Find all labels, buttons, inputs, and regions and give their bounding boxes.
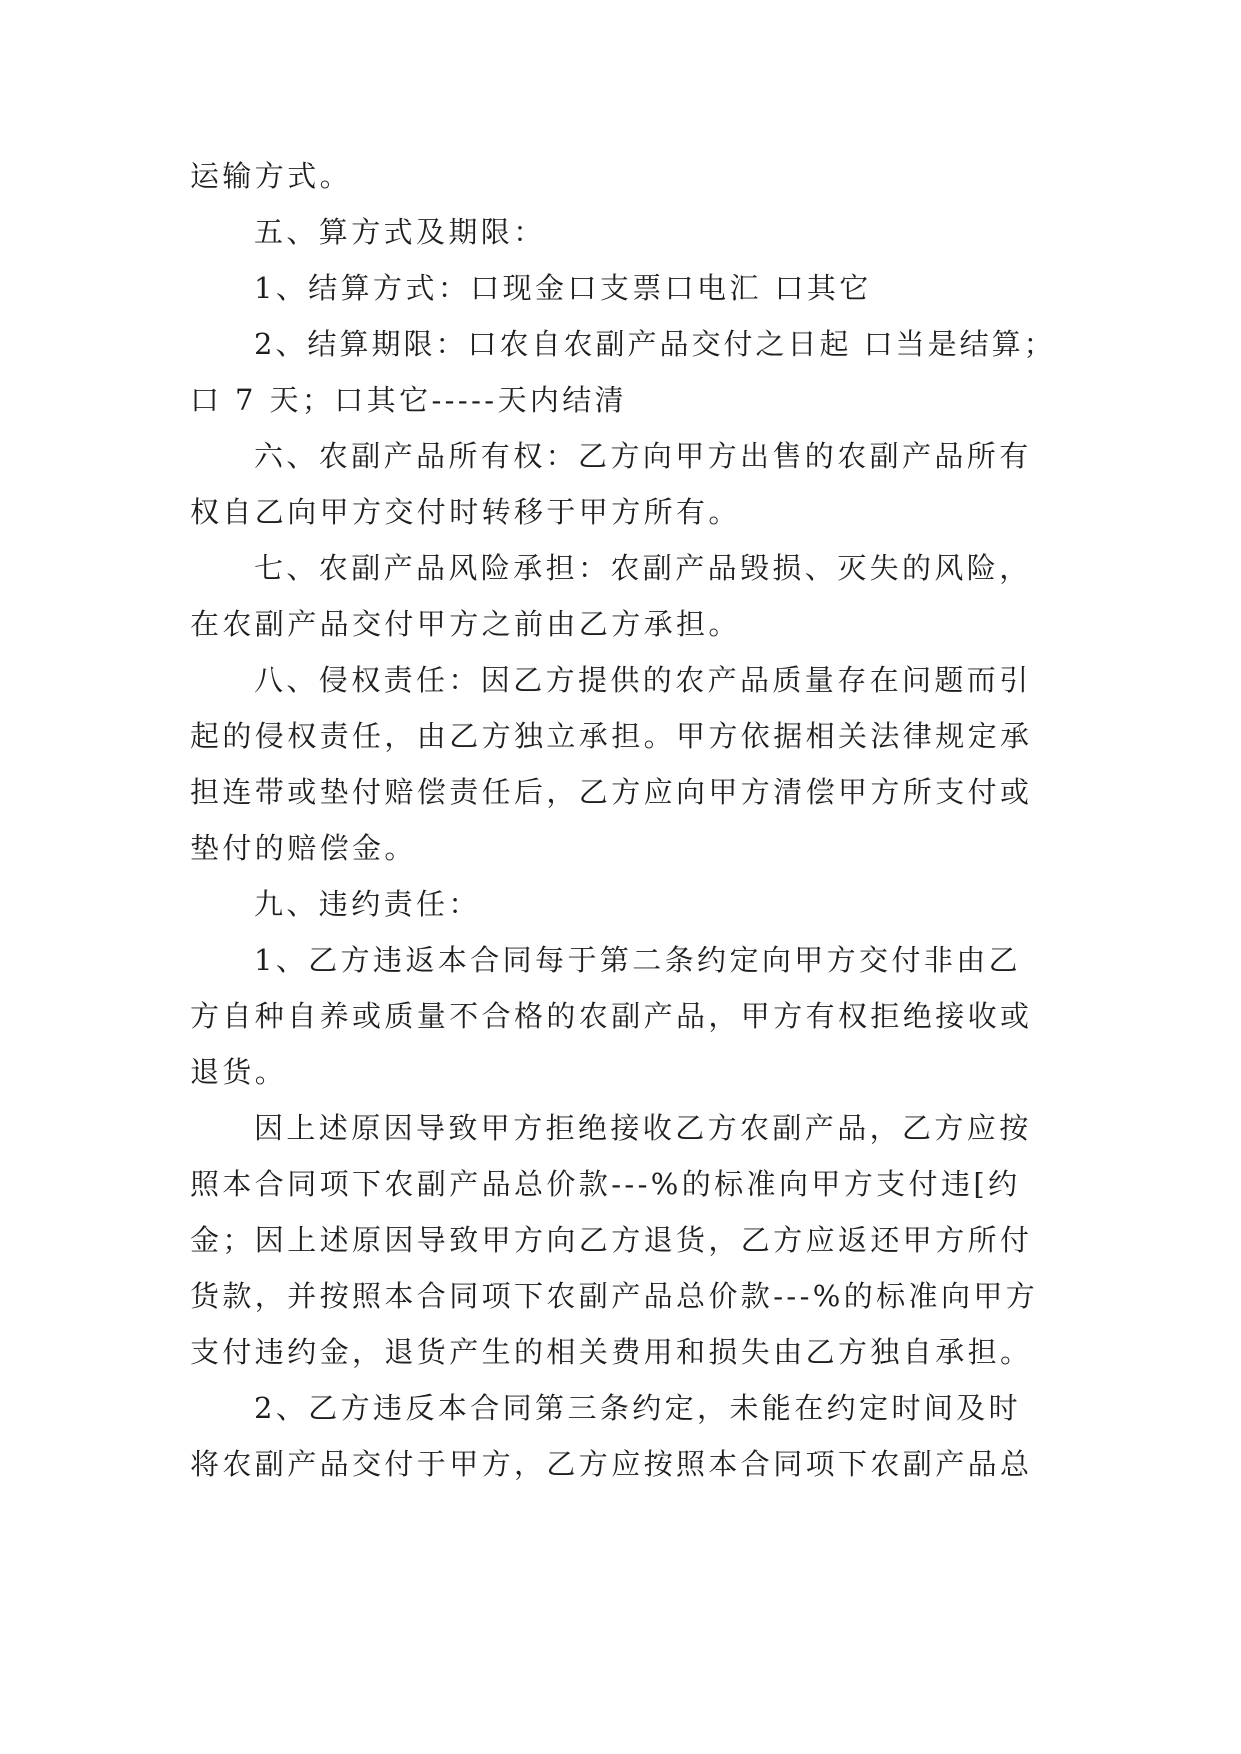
text-line: 在农副产品交付甲方之前由乙方承担。 [190, 607, 741, 641]
section-heading-9: 九、违约责任： [254, 887, 481, 921]
text-line: 方自种自养或质量不合格的农副产品，甲方有权拒绝接收或 [190, 999, 1033, 1033]
text-line: 金；因上述原因导致甲方向乙方退货，乙方应返还甲方所付 [190, 1223, 1033, 1257]
text-line: 1、乙方违返本合同每于第二条约定向甲方交付非由乙 [254, 943, 1022, 977]
text-line: 1、结算方式：口现金口支票口电汇 口其它 [254, 271, 872, 305]
section-heading-8: 八、侵权责任：因乙方提供的农产品质量存在问题而引 [254, 663, 1032, 697]
text-line: 将农副产品交付于甲方，乙方应按照本合同项下农副产品总 [190, 1447, 1033, 1481]
text-line: 2、结算期限：口农自农副产品交付之日起 口当是结算； [254, 327, 1056, 361]
section-heading-7: 七、农副产品风险承担：农副产品毁损、灭失的风险， [254, 551, 1032, 585]
text-line: 照本合同项下农副产品总价款---%的标准向甲方支付违[约 [190, 1167, 1021, 1201]
text-line: 因上述原因导致甲方拒绝接收乙方农副产品，乙方应按 [254, 1111, 1032, 1145]
text-line: 口 7 天；口其它-----天内结清 [190, 383, 628, 417]
text-line: 垫付的赔偿金。 [190, 831, 417, 865]
section-heading-6: 六、农副产品所有权：乙方向甲方出售的农副产品所有 [254, 439, 1032, 473]
text-line: 支付违约金，退货产生的相关费用和损失由乙方独自承担。 [190, 1335, 1033, 1369]
text-line: 2、乙方违反本合同第三条约定，未能在约定时间及时 [254, 1391, 1022, 1425]
section-heading-5: 五、算方式及期限： [254, 215, 546, 249]
text-line: 起的侵权责任，由乙方独立承担。甲方依据相关法律规定承 [190, 719, 1033, 753]
text-line: 权自乙向甲方交付时转移于甲方所有。 [190, 495, 741, 529]
text-line: 退货。 [190, 1055, 288, 1089]
text-line: 货款，并按照本合同项下农副产品总价款---%的标准向甲方 [190, 1279, 1039, 1313]
text-line: 运输方式。 [190, 159, 353, 193]
text-line: 担连带或垫付赔偿责任后，乙方应向甲方清偿甲方所支付或 [190, 775, 1033, 809]
